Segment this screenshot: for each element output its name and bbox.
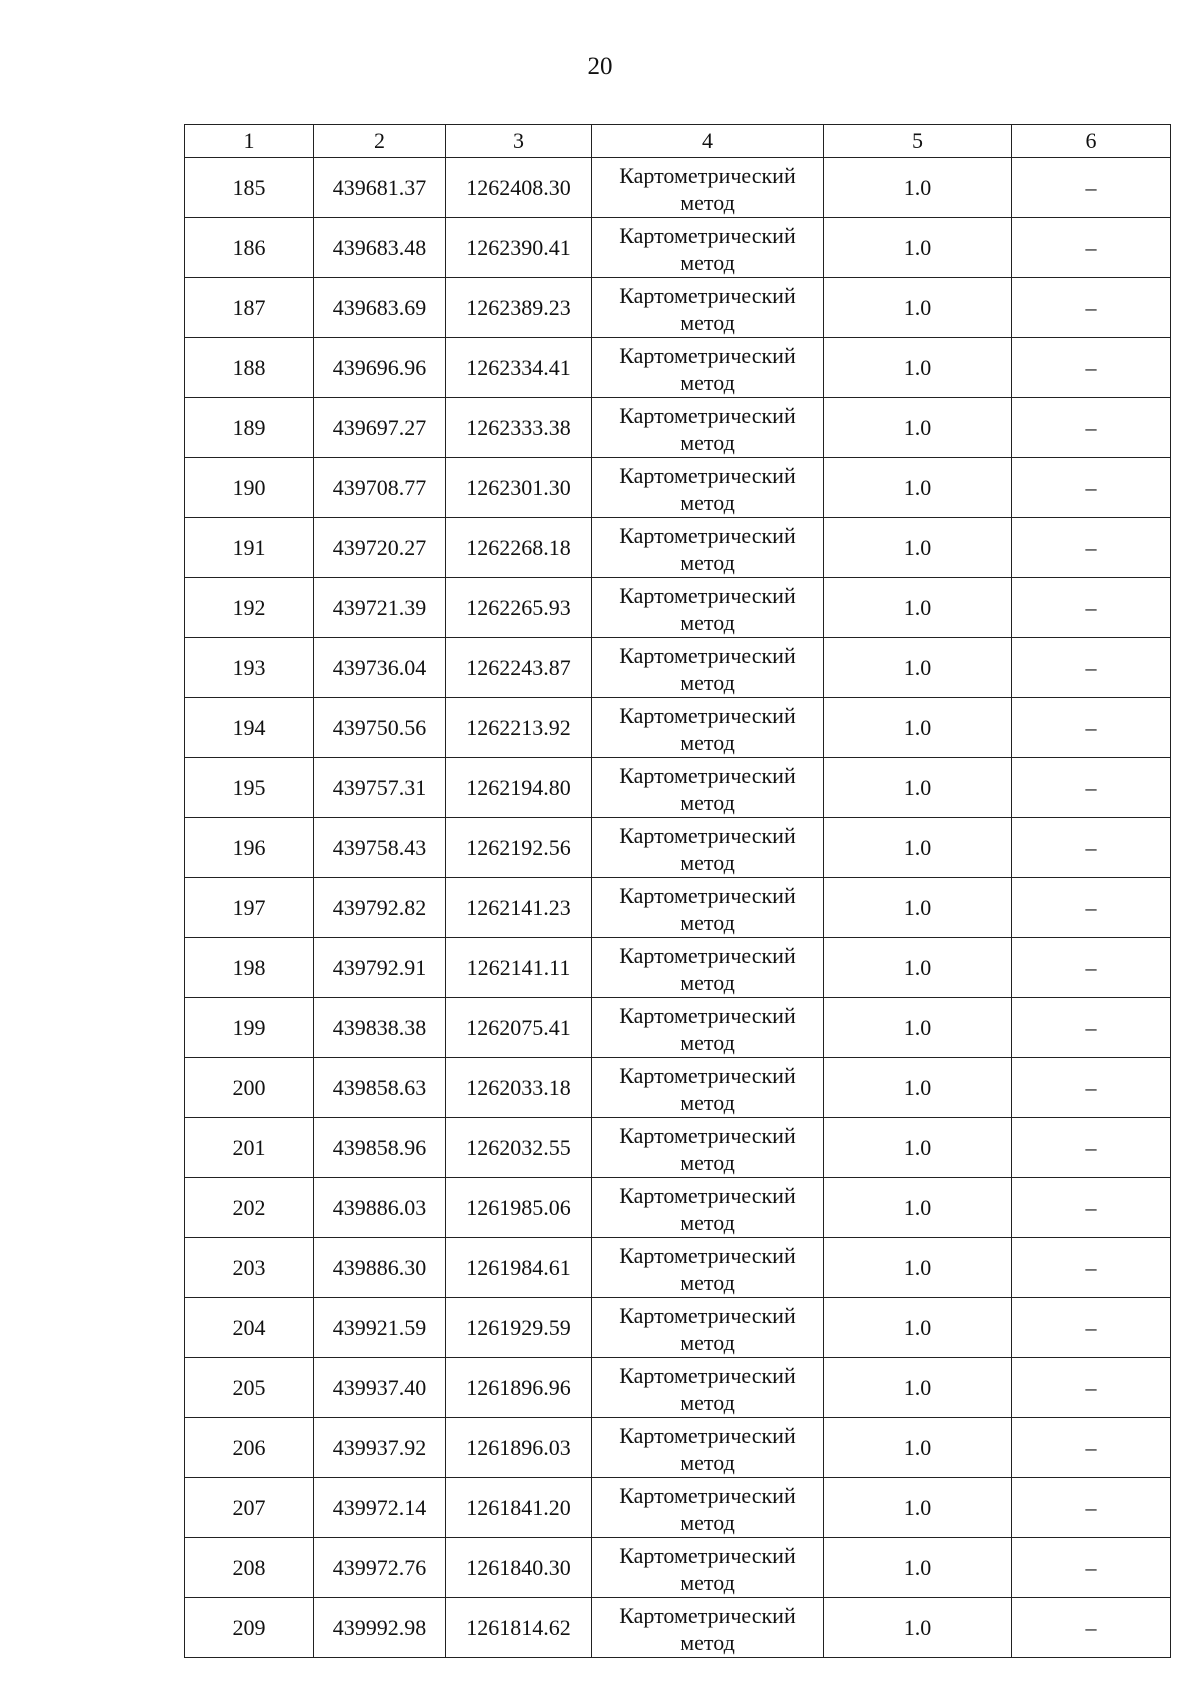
point-number-cell: 207: [185, 1478, 314, 1538]
y-coordinate-cell: 1262389.23: [446, 278, 592, 338]
table-row: [185, 1598, 1171, 1658]
x-coordinate-cell: 439708.77: [314, 458, 446, 518]
table-row: [185, 1058, 1171, 1118]
method-cell: Картометрический метод: [592, 578, 824, 638]
x-coordinate-cell: 439838.38: [314, 998, 446, 1058]
x-coordinate-cell: 439921.59: [314, 1298, 446, 1358]
x-coordinate-cell: 439757.31: [314, 758, 446, 818]
table-header-row: [185, 125, 1171, 158]
y-coordinate-cell: 1262334.41: [446, 338, 592, 398]
method-cell: Картометрический метод: [592, 698, 824, 758]
table-body: [185, 158, 1171, 1658]
y-coordinate-cell: 1261985.06: [446, 1178, 592, 1238]
method-cell: Картометрический метод: [592, 1418, 824, 1478]
y-coordinate-cell: 1262213.92: [446, 698, 592, 758]
point-number-cell: 203: [185, 1238, 314, 1298]
precision-cell: 1.0: [824, 998, 1012, 1058]
precision-cell: 1.0: [824, 638, 1012, 698]
method-cell: Картометрический метод: [592, 1598, 824, 1658]
x-coordinate-cell: 439720.27: [314, 518, 446, 578]
table-row: [185, 158, 1171, 218]
y-coordinate-cell: 1262265.93: [446, 578, 592, 638]
y-coordinate-cell: 1262192.56: [446, 818, 592, 878]
method-cell: Картометрический метод: [592, 758, 824, 818]
column-header-5: 5: [824, 125, 1012, 158]
point-number-cell: 198: [185, 938, 314, 998]
y-coordinate-cell: 1262141.11: [446, 938, 592, 998]
column-header-4: 4: [592, 125, 824, 158]
table-row: [185, 518, 1171, 578]
method-cell: Картометрический метод: [592, 338, 824, 398]
precision-cell: 1.0: [824, 938, 1012, 998]
note-cell: –: [1012, 698, 1171, 758]
note-cell: –: [1012, 818, 1171, 878]
point-number-cell: 196: [185, 818, 314, 878]
table-row: [185, 998, 1171, 1058]
note-cell: –: [1012, 398, 1171, 458]
table-row: [185, 698, 1171, 758]
y-coordinate-cell: 1262032.55: [446, 1118, 592, 1178]
note-cell: –: [1012, 1118, 1171, 1178]
precision-cell: 1.0: [824, 398, 1012, 458]
method-cell: Картометрический метод: [592, 1358, 824, 1418]
method-cell: Картометрический метод: [592, 998, 824, 1058]
table-row: [185, 218, 1171, 278]
y-coordinate-cell: 1262033.18: [446, 1058, 592, 1118]
table-row: [185, 1118, 1171, 1178]
note-cell: –: [1012, 758, 1171, 818]
point-number-cell: 185: [185, 158, 314, 218]
point-number-cell: 190: [185, 458, 314, 518]
point-number-cell: 193: [185, 638, 314, 698]
precision-cell: 1.0: [824, 338, 1012, 398]
note-cell: –: [1012, 218, 1171, 278]
table-row: [185, 1358, 1171, 1418]
precision-cell: 1.0: [824, 218, 1012, 278]
column-header-3: 3: [446, 125, 592, 158]
table-row: [185, 1478, 1171, 1538]
y-coordinate-cell: 1262408.30: [446, 158, 592, 218]
table-row: [185, 1538, 1171, 1598]
precision-cell: 1.0: [824, 1538, 1012, 1598]
point-number-cell: 209: [185, 1598, 314, 1658]
precision-cell: 1.0: [824, 1118, 1012, 1178]
point-number-cell: 191: [185, 518, 314, 578]
y-coordinate-cell: 1262243.87: [446, 638, 592, 698]
precision-cell: 1.0: [824, 518, 1012, 578]
method-cell: Картометрический метод: [592, 1178, 824, 1238]
note-cell: –: [1012, 518, 1171, 578]
method-cell: Картометрический метод: [592, 1118, 824, 1178]
note-cell: –: [1012, 1478, 1171, 1538]
method-cell: Картометрический метод: [592, 818, 824, 878]
x-coordinate-cell: 439681.37: [314, 158, 446, 218]
method-cell: Картометрический метод: [592, 278, 824, 338]
column-header-2: 2: [314, 125, 446, 158]
y-coordinate-cell: 1262333.38: [446, 398, 592, 458]
note-cell: –: [1012, 1418, 1171, 1478]
y-coordinate-cell: 1261814.62: [446, 1598, 592, 1658]
point-number-cell: 206: [185, 1418, 314, 1478]
note-cell: –: [1012, 578, 1171, 638]
precision-cell: 1.0: [824, 1058, 1012, 1118]
method-cell: Картометрический метод: [592, 218, 824, 278]
method-cell: Картометрический метод: [592, 518, 824, 578]
x-coordinate-cell: 439858.96: [314, 1118, 446, 1178]
precision-cell: 1.0: [824, 878, 1012, 938]
precision-cell: 1.0: [824, 1478, 1012, 1538]
precision-cell: 1.0: [824, 698, 1012, 758]
x-coordinate-cell: 439736.04: [314, 638, 446, 698]
method-cell: Картометрический метод: [592, 1298, 824, 1358]
note-cell: –: [1012, 878, 1171, 938]
page-number: 20: [587, 53, 613, 80]
x-coordinate-cell: 439696.96: [314, 338, 446, 398]
x-coordinate-cell: 439792.91: [314, 938, 446, 998]
table-row: [185, 818, 1171, 878]
point-number-cell: 189: [185, 398, 314, 458]
precision-cell: 1.0: [824, 1298, 1012, 1358]
method-cell: Картометрический метод: [592, 1058, 824, 1118]
column-header-1: 1: [185, 125, 314, 158]
note-cell: –: [1012, 1178, 1171, 1238]
column-header-6: 6: [1012, 125, 1171, 158]
y-coordinate-cell: 1261896.03: [446, 1418, 592, 1478]
y-coordinate-cell: 1262268.18: [446, 518, 592, 578]
table-row: [185, 758, 1171, 818]
y-coordinate-cell: 1262075.41: [446, 998, 592, 1058]
precision-cell: 1.0: [824, 1598, 1012, 1658]
x-coordinate-cell: 439697.27: [314, 398, 446, 458]
y-coordinate-cell: 1262141.23: [446, 878, 592, 938]
table-row: [185, 938, 1171, 998]
table-row: [185, 458, 1171, 518]
precision-cell: 1.0: [824, 818, 1012, 878]
note-cell: –: [1012, 338, 1171, 398]
x-coordinate-cell: 439937.92: [314, 1418, 446, 1478]
y-coordinate-cell: 1261929.59: [446, 1298, 592, 1358]
point-number-cell: 186: [185, 218, 314, 278]
point-number-cell: 200: [185, 1058, 314, 1118]
note-cell: –: [1012, 1538, 1171, 1598]
x-coordinate-cell: 439886.30: [314, 1238, 446, 1298]
note-cell: –: [1012, 458, 1171, 518]
method-cell: Картометрический метод: [592, 878, 824, 938]
precision-cell: 1.0: [824, 458, 1012, 518]
note-cell: –: [1012, 1298, 1171, 1358]
point-number-cell: 199: [185, 998, 314, 1058]
x-coordinate-cell: 439792.82: [314, 878, 446, 938]
precision-cell: 1.0: [824, 1238, 1012, 1298]
method-cell: Картометрический метод: [592, 1478, 824, 1538]
note-cell: –: [1012, 1058, 1171, 1118]
point-number-cell: 205: [185, 1358, 314, 1418]
x-coordinate-cell: 439858.63: [314, 1058, 446, 1118]
precision-cell: 1.0: [824, 278, 1012, 338]
precision-cell: 1.0: [824, 1178, 1012, 1238]
note-cell: –: [1012, 1598, 1171, 1658]
x-coordinate-cell: 439750.56: [314, 698, 446, 758]
precision-cell: 1.0: [824, 758, 1012, 818]
point-number-cell: 197: [185, 878, 314, 938]
method-cell: Картометрический метод: [592, 938, 824, 998]
method-cell: Картометрический метод: [592, 1538, 824, 1598]
x-coordinate-cell: 439992.98: [314, 1598, 446, 1658]
table-row: [185, 1298, 1171, 1358]
y-coordinate-cell: 1262301.30: [446, 458, 592, 518]
point-number-cell: 202: [185, 1178, 314, 1238]
y-coordinate-cell: 1262390.41: [446, 218, 592, 278]
precision-cell: 1.0: [824, 158, 1012, 218]
precision-cell: 1.0: [824, 1418, 1012, 1478]
y-coordinate-cell: 1262194.80: [446, 758, 592, 818]
table-row: [185, 1418, 1171, 1478]
x-coordinate-cell: 439937.40: [314, 1358, 446, 1418]
table-row: [185, 878, 1171, 938]
note-cell: –: [1012, 158, 1171, 218]
x-coordinate-cell: 439758.43: [314, 818, 446, 878]
point-number-cell: 194: [185, 698, 314, 758]
y-coordinate-cell: 1261841.20: [446, 1478, 592, 1538]
point-number-cell: 208: [185, 1538, 314, 1598]
method-cell: Картометрический метод: [592, 458, 824, 518]
table-row: [185, 1238, 1171, 1298]
point-number-cell: 201: [185, 1118, 314, 1178]
table-row: [185, 278, 1171, 338]
note-cell: –: [1012, 1238, 1171, 1298]
coordinates-table: [184, 124, 1171, 1658]
note-cell: –: [1012, 998, 1171, 1058]
table-row: [185, 638, 1171, 698]
point-number-cell: 204: [185, 1298, 314, 1358]
note-cell: –: [1012, 1358, 1171, 1418]
x-coordinate-cell: 439886.03: [314, 1178, 446, 1238]
x-coordinate-cell: 439683.48: [314, 218, 446, 278]
method-cell: Картометрический метод: [592, 158, 824, 218]
note-cell: –: [1012, 638, 1171, 698]
method-cell: Картометрический метод: [592, 1238, 824, 1298]
x-coordinate-cell: 439721.39: [314, 578, 446, 638]
method-cell: Картометрический метод: [592, 638, 824, 698]
note-cell: –: [1012, 938, 1171, 998]
precision-cell: 1.0: [824, 578, 1012, 638]
method-cell: Картометрический метод: [592, 398, 824, 458]
x-coordinate-cell: 439972.76: [314, 1538, 446, 1598]
point-number-cell: 188: [185, 338, 314, 398]
precision-cell: 1.0: [824, 1358, 1012, 1418]
y-coordinate-cell: 1261896.96: [446, 1358, 592, 1418]
x-coordinate-cell: 439683.69: [314, 278, 446, 338]
note-cell: –: [1012, 278, 1171, 338]
y-coordinate-cell: 1261840.30: [446, 1538, 592, 1598]
table-row: [185, 1178, 1171, 1238]
table-row: [185, 578, 1171, 638]
table-row: [185, 398, 1171, 458]
table-row: [185, 338, 1171, 398]
x-coordinate-cell: 439972.14: [314, 1478, 446, 1538]
y-coordinate-cell: 1261984.61: [446, 1238, 592, 1298]
point-number-cell: 192: [185, 578, 314, 638]
point-number-cell: 195: [185, 758, 314, 818]
point-number-cell: 187: [185, 278, 314, 338]
